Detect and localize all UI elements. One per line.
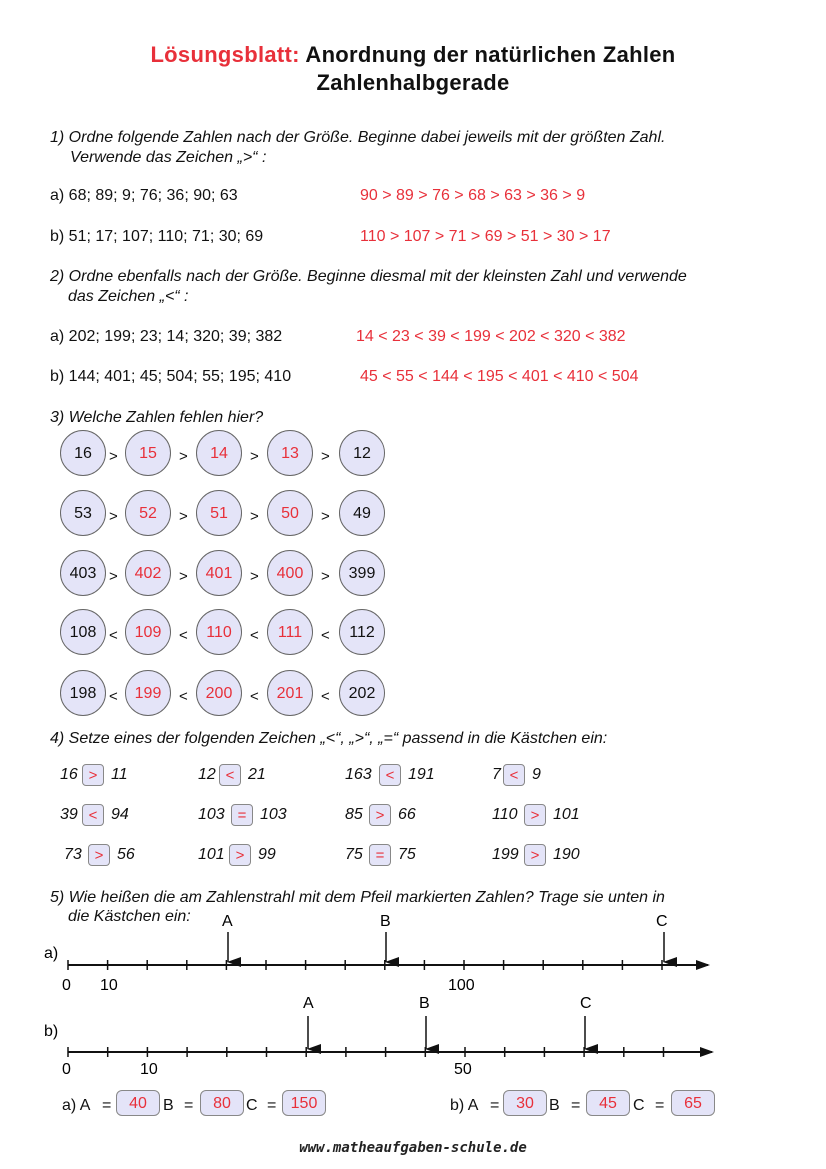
number-line-a	[68, 932, 708, 970]
seq-symbol: >	[321, 508, 330, 525]
seq-symbol: <	[109, 688, 118, 705]
seq-circle[interactable]: 111	[267, 609, 313, 655]
compare-left: 7	[492, 766, 501, 783]
seq-circle[interactable]: 200	[196, 670, 242, 716]
number-line-b	[68, 1016, 712, 1057]
answers-a-c-label: C	[246, 1097, 258, 1114]
compare-sign-box[interactable]: >	[524, 804, 546, 826]
task2-instruction-line2: das Zeichen „<“ :	[68, 288, 189, 305]
seq-circle: 49	[339, 490, 385, 536]
seq-circle: 112	[339, 609, 385, 655]
compare-left: 199	[492, 846, 519, 863]
answer-b-C-box[interactable]: 65	[671, 1090, 715, 1116]
compare-right: 94	[111, 806, 129, 823]
footer-url: www.matheaufgaben-schule.de	[299, 1140, 527, 1156]
compare-sign-box[interactable]: <	[379, 764, 401, 786]
seq-circle: 53	[60, 490, 106, 536]
answers-a-b-label: B	[163, 1097, 174, 1114]
answers-b-b-label: B	[549, 1097, 560, 1114]
seq-symbol: >	[250, 508, 259, 525]
compare-left: 85	[345, 806, 363, 823]
answers-a-eq-a: =	[102, 1097, 112, 1114]
seq-symbol: >	[109, 568, 118, 585]
seq-circle[interactable]: 201	[267, 670, 313, 716]
answers-b-label: b) A	[450, 1097, 479, 1114]
task2b-answer: 45 < 55 < 144 < 195 < 401 < 410 < 504	[360, 368, 639, 385]
task5-instruction-line2: die Kästchen ein:	[68, 908, 191, 925]
compare-left: 16	[60, 766, 78, 783]
task1-instruction-line2: Verwende das Zeichen „>“ :	[70, 149, 267, 166]
compare-right: 9	[532, 766, 541, 783]
seq-symbol: <	[250, 688, 259, 705]
seq-symbol: <	[321, 627, 330, 644]
compare-left: 110	[492, 806, 518, 823]
seq-symbol: <	[179, 627, 188, 644]
compare-right: 11	[111, 766, 128, 783]
compare-sign-box[interactable]: <	[503, 764, 525, 786]
compare-left: 163	[345, 766, 372, 783]
compare-sign-box[interactable]: >	[369, 804, 391, 826]
compare-sign-box[interactable]: =	[231, 804, 253, 826]
seq-circle: 403	[60, 550, 106, 596]
seq-circle[interactable]: 109	[125, 609, 171, 655]
seq-circle[interactable]: 402	[125, 550, 171, 596]
compare-sign-box[interactable]: >	[88, 844, 110, 866]
line-b-mark-c: C	[580, 995, 592, 1012]
seq-symbol: <	[179, 688, 188, 705]
seq-circle[interactable]: 110	[196, 609, 242, 655]
seq-symbol: >	[179, 448, 188, 465]
compare-sign-box[interactable]: >	[229, 844, 251, 866]
seq-circle[interactable]: 52	[125, 490, 171, 536]
seq-symbol: <	[109, 627, 118, 644]
task1a-question: a) 68; 89; 9; 76; 36; 90; 63	[50, 187, 238, 204]
seq-circle[interactable]: 50	[267, 490, 313, 536]
compare-left: 73	[64, 846, 82, 863]
compare-right: 191	[408, 766, 435, 783]
task1b-answer: 110 > 107 > 71 > 69 > 51 > 30 > 17	[360, 228, 611, 245]
seq-circle[interactable]: 199	[125, 670, 171, 716]
answers-b-c-label: C	[633, 1097, 645, 1114]
task2a-answer: 14 < 23 < 39 < 199 < 202 < 320 < 382	[356, 328, 626, 345]
compare-right: 21	[248, 766, 266, 783]
title-prefix: Lösungsblatt:	[150, 42, 300, 67]
seq-circle: 202	[339, 670, 385, 716]
seq-symbol: <	[250, 627, 259, 644]
page-subtitle: Zahlenhalbgerade	[316, 70, 510, 95]
compare-left: 12	[198, 766, 216, 783]
compare-left: 103	[198, 806, 225, 823]
compare-right: 190	[553, 846, 580, 863]
line-a-mark-b: B	[380, 913, 391, 930]
seq-circle[interactable]: 15	[125, 430, 171, 476]
seq-circle[interactable]: 13	[267, 430, 313, 476]
line-a-mark-a: A	[222, 913, 233, 930]
compare-right: 56	[117, 846, 135, 863]
answers-a-label: a) A	[62, 1097, 91, 1114]
seq-circle: 108	[60, 609, 106, 655]
seq-circle[interactable]: 14	[196, 430, 242, 476]
answer-a-A-box[interactable]: 40	[116, 1090, 160, 1116]
task1a-answer: 90 > 89 > 76 > 68 > 63 > 36 > 9	[360, 187, 586, 204]
compare-right: 101	[553, 806, 580, 823]
compare-sign-box[interactable]: <	[219, 764, 241, 786]
seq-circle[interactable]: 400	[267, 550, 313, 596]
compare-sign-box[interactable]: >	[82, 764, 104, 786]
seq-symbol: <	[321, 688, 330, 705]
task2a-question: a) 202; 199; 23; 14; 320; 39; 382	[50, 328, 283, 345]
seq-symbol: >	[109, 508, 118, 525]
compare-sign-box[interactable]: =	[369, 844, 391, 866]
task1-instruction: 1) Ordne folgende Zahlen nach der Größe. Beginne dabei jeweils mit der größten Zahl.	[50, 129, 666, 146]
seq-circle: 16	[60, 430, 106, 476]
compare-left: 101	[198, 846, 225, 863]
line-b-tick-0: 0	[62, 1061, 71, 1078]
line-a-tick-10: 10	[100, 977, 118, 994]
task5-instruction: 5) Wie heißen die am Zahlenstrahl mit dem Pfeil markierten Zahlen? Trage sie unten in	[50, 889, 665, 906]
line-a-tick-0: 0	[62, 977, 71, 994]
answer-a-B-box[interactable]: 80	[200, 1090, 244, 1116]
seq-symbol: >	[109, 448, 118, 465]
seq-circle: 399	[339, 550, 385, 596]
compare-sign-box[interactable]: <	[82, 804, 104, 826]
answer-a-C-box[interactable]: 150	[282, 1090, 326, 1116]
seq-circle[interactable]: 401	[196, 550, 242, 596]
seq-symbol: >	[179, 568, 188, 585]
compare-right: 75	[398, 846, 416, 863]
seq-symbol: >	[321, 568, 330, 585]
compare-sign-box[interactable]: >	[524, 844, 546, 866]
title-main: Anordnung der natürlichen Zahlen	[305, 42, 676, 67]
line-b-label: b)	[44, 1023, 59, 1040]
task1b-question: b) 51; 17; 107; 110; 71; 30; 69	[50, 228, 264, 245]
seq-symbol: >	[250, 448, 259, 465]
task2-instruction: 2) Ordne ebenfalls nach der Größe. Beginne diesmal mit der kleinsten Zahl und verwende	[50, 268, 687, 285]
line-b-mark-a: A	[303, 995, 314, 1012]
line-a-label: a)	[44, 945, 59, 962]
task4-instruction: 4) Setze eines der folgenden Zeichen „<“, „>“, „=“ passend in die Kästchen ein:	[50, 730, 608, 747]
seq-symbol: >	[179, 508, 188, 525]
answers-b-eq-b: =	[571, 1097, 581, 1114]
seq-symbol: >	[321, 448, 330, 465]
answers-b-eq-a: =	[490, 1097, 500, 1114]
answers-a-eq-b: =	[184, 1097, 194, 1114]
seq-symbol: >	[250, 568, 259, 585]
task2b-question: b) 144; 401; 45; 504; 55; 195; 410	[50, 368, 292, 385]
line-a-tick-100: 100	[448, 977, 475, 994]
line-b-tick-50: 50	[454, 1061, 472, 1078]
compare-left: 75	[345, 846, 363, 863]
answer-b-B-box[interactable]: 45	[586, 1090, 630, 1116]
line-a-mark-c: C	[656, 913, 668, 930]
seq-circle[interactable]: 51	[196, 490, 242, 536]
compare-right: 103	[260, 806, 287, 823]
line-b-mark-b: B	[419, 995, 430, 1012]
task3-instruction: 3) Welche Zahlen fehlen hier?	[50, 409, 264, 426]
compare-left: 39	[60, 806, 78, 823]
compare-right: 99	[258, 846, 276, 863]
seq-circle: 198	[60, 670, 106, 716]
answer-b-A-box[interactable]: 30	[503, 1090, 547, 1116]
answers-a-eq-c: =	[267, 1097, 277, 1114]
compare-right: 66	[398, 806, 416, 823]
seq-circle: 12	[339, 430, 385, 476]
answers-b-eq-c: =	[655, 1097, 665, 1114]
line-b-tick-10: 10	[140, 1061, 158, 1078]
